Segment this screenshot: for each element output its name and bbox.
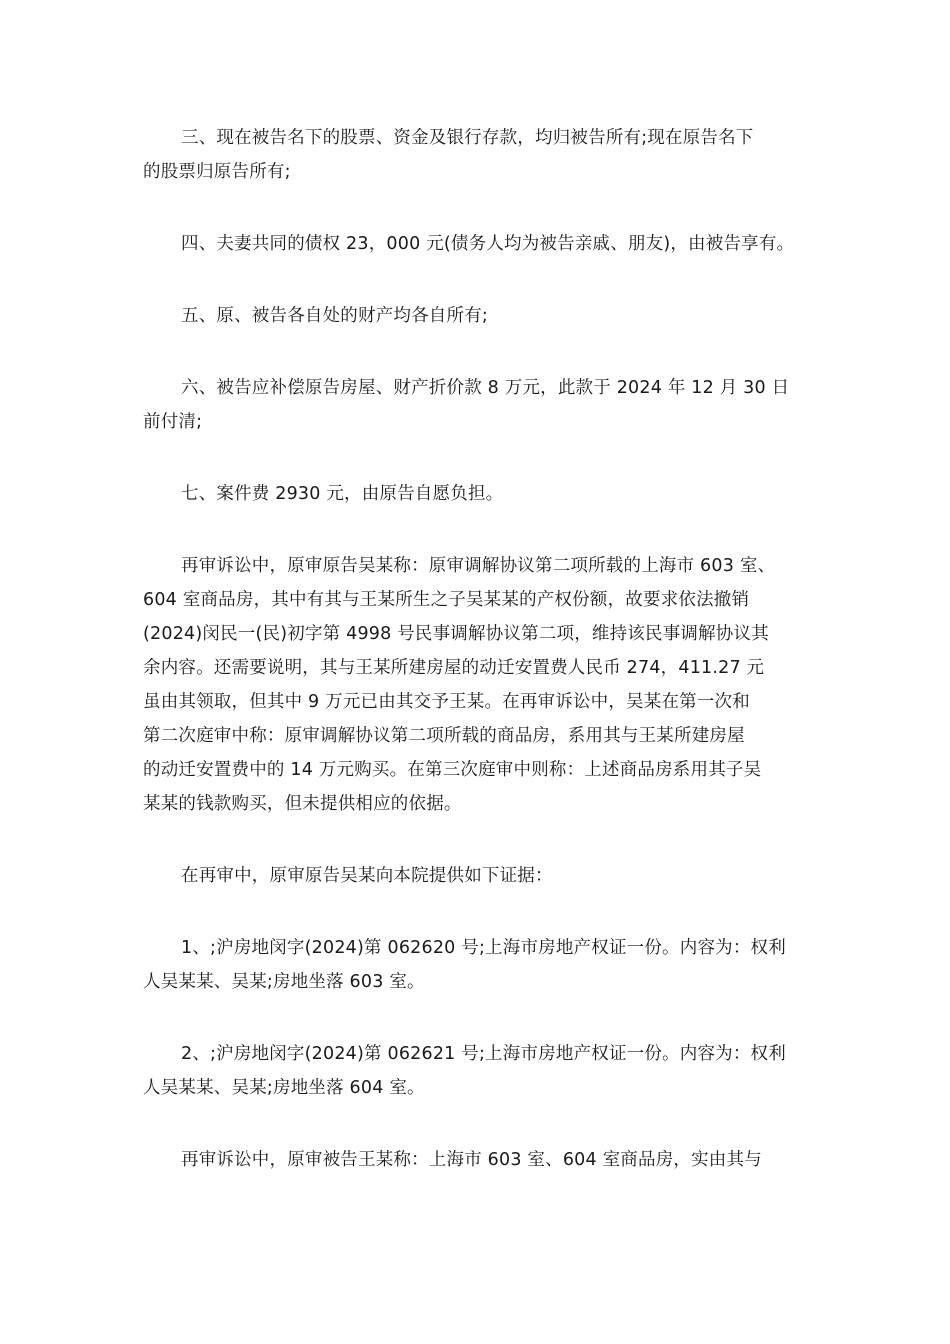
text-line: 前付清; xyxy=(143,412,203,432)
paragraph-evidence-1 xyxy=(143,931,811,999)
paragraph-retrial-defendant-statement xyxy=(143,1143,811,1177)
paragraph-item-7 xyxy=(143,477,811,511)
text-line: 六、被告应补偿原告房屋、财产折价款 8 万元，此款于 2024 年 12 月 30 日 xyxy=(181,378,790,398)
text-line: 再审诉讼中，原审原告吴某称：原审调解协议第二项所载的上海市 603 室、 xyxy=(181,556,776,576)
text-line: 余内容。还需要说明，其与王某所建房屋的动迁安置费人民币 274，411.27 元 xyxy=(143,658,765,678)
paragraph-item-3 xyxy=(143,121,811,189)
text-line: 的动迁安置费中的 14 万元购买。在第三次庭审中则称：上述商品房系用其子吴 xyxy=(143,760,762,780)
text-line: 三、现在被告名下的股票、资金及银行存款，均归被告所有;现在原告名下 xyxy=(181,128,754,148)
paragraph-item-6 xyxy=(143,371,811,439)
text-line: 某某的钱款购买，但未提供相应的依据。 xyxy=(143,794,462,814)
text-line: 在再审中，原审原告吴某向本院提供如下证据： xyxy=(181,866,553,886)
paragraph-item-4 xyxy=(143,227,811,261)
paragraph-evidence-2 xyxy=(143,1037,811,1105)
text-line: 五、原、被告各自处的财产均各自所有; xyxy=(181,306,488,326)
text-line: 人吴某某、吴某;房地坐落 604 室。 xyxy=(143,1078,425,1098)
paragraph-evidence-intro xyxy=(143,859,811,893)
text-line: (2024)闵民一(民)初字第 4998 号民事调解协议第二项，维持该民事调解协议其 xyxy=(143,624,769,644)
paragraph-retrial-plaintiff-statement xyxy=(143,549,811,821)
document-body xyxy=(143,121,811,1215)
text-line: 2、;沪房地闵字(2024)第 062621 号;上海市房地产权证一份。内容为：权利 xyxy=(181,1044,786,1064)
text-line: 七、案件费 2930 元，由原告自愿负担。 xyxy=(181,484,504,504)
paragraph-item-5 xyxy=(143,299,811,333)
text-line: 人吴某某、吴某;房地坐落 603 室。 xyxy=(143,972,425,992)
text-line: 虽由其领取，但其中 9 万元已由其交予王某。在再审诉讼中，吴某在第一次和 xyxy=(143,692,750,712)
text-line: 第二次庭审中称：原审调解协议第二项所载的商品房，系用其与王某所建房屋 xyxy=(143,726,745,746)
text-line: 的股票归原告所有; xyxy=(143,162,291,182)
text-line: 604 室商品房，其中有其与王某所生之子吴某某的产权份额，故要求依法撤销 xyxy=(143,590,750,610)
text-line: 1、;沪房地闵字(2024)第 062620 号;上海市房地产权证一份。内容为：权利 xyxy=(181,938,786,958)
text-line: 四、夫妻共同的债权 23，000 元(债务人均为被告亲戚、朋友)，由被告享有。 xyxy=(181,234,795,254)
text-line: 再审诉讼中，原审被告王某称：上海市 603 室、604 室商品房，实由其与 xyxy=(181,1150,762,1170)
